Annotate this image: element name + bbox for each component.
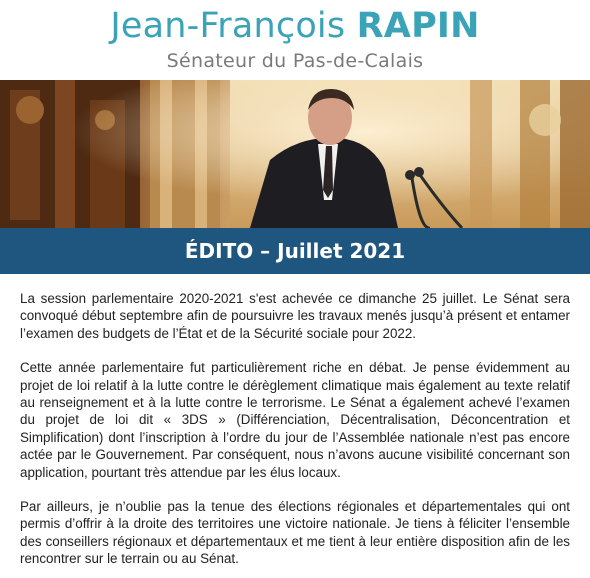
newsletter-header xyxy=(0,0,590,80)
senator-last-name: RAPIN xyxy=(356,6,480,46)
senator-first-name: Jean-François xyxy=(110,6,346,46)
paragraph: Cette année parlementaire fut particulièrement riche en débat. Je pense évidemment au projet de loi relatif à la lutte contre le dérèglement climatique mais également au texte relatif au renseignement et à la lutte contre le terrorisme. Le Sénat a également achevé l’examen du projet de loi dit « 3DS » (Différenciation, Décentralisation, Déconcentration et Simplification) dont l’inscription à l’ordre du jour de l’Assemblée nationale n’est pas encore actée par le Gouvernement. Par conséquent, nous n’avons aucune visibilité concernant son application, pourtant très attendue par les élus locaux. xyxy=(20,360,570,480)
edito-title: ÉDITO – Juillet 2021 xyxy=(184,239,406,263)
paragraph: La session parlementaire 2020-2021 s'est achevée ce dimanche 25 juillet. Le Sénat sera convoqué début septembre afin de poursuivre les travaux menés jusqu’à présent et entamer l’examen des budgets de l’État et de la Sécurité sociale pour 2022. xyxy=(20,291,570,341)
senator-title: Sénateur du Pas-de-Calais xyxy=(166,50,424,72)
paragraph: Par ailleurs, je n’oublie pas la tenue des élections régionales et départementales qui ont permis d’offrir à la droite des territoires une victoire nationale. Je tiens à féliciter l’ensemble des conseillers régionaux et départementaux et me tient à leur entière disposition afin de les rencontrer sur le terrain ou au Sénat. xyxy=(20,499,570,567)
senate-podium-illustration xyxy=(0,80,590,228)
senator-name xyxy=(0,6,590,46)
edito-banner xyxy=(0,228,590,274)
edito-body xyxy=(0,274,590,568)
hero-photo xyxy=(0,80,590,228)
